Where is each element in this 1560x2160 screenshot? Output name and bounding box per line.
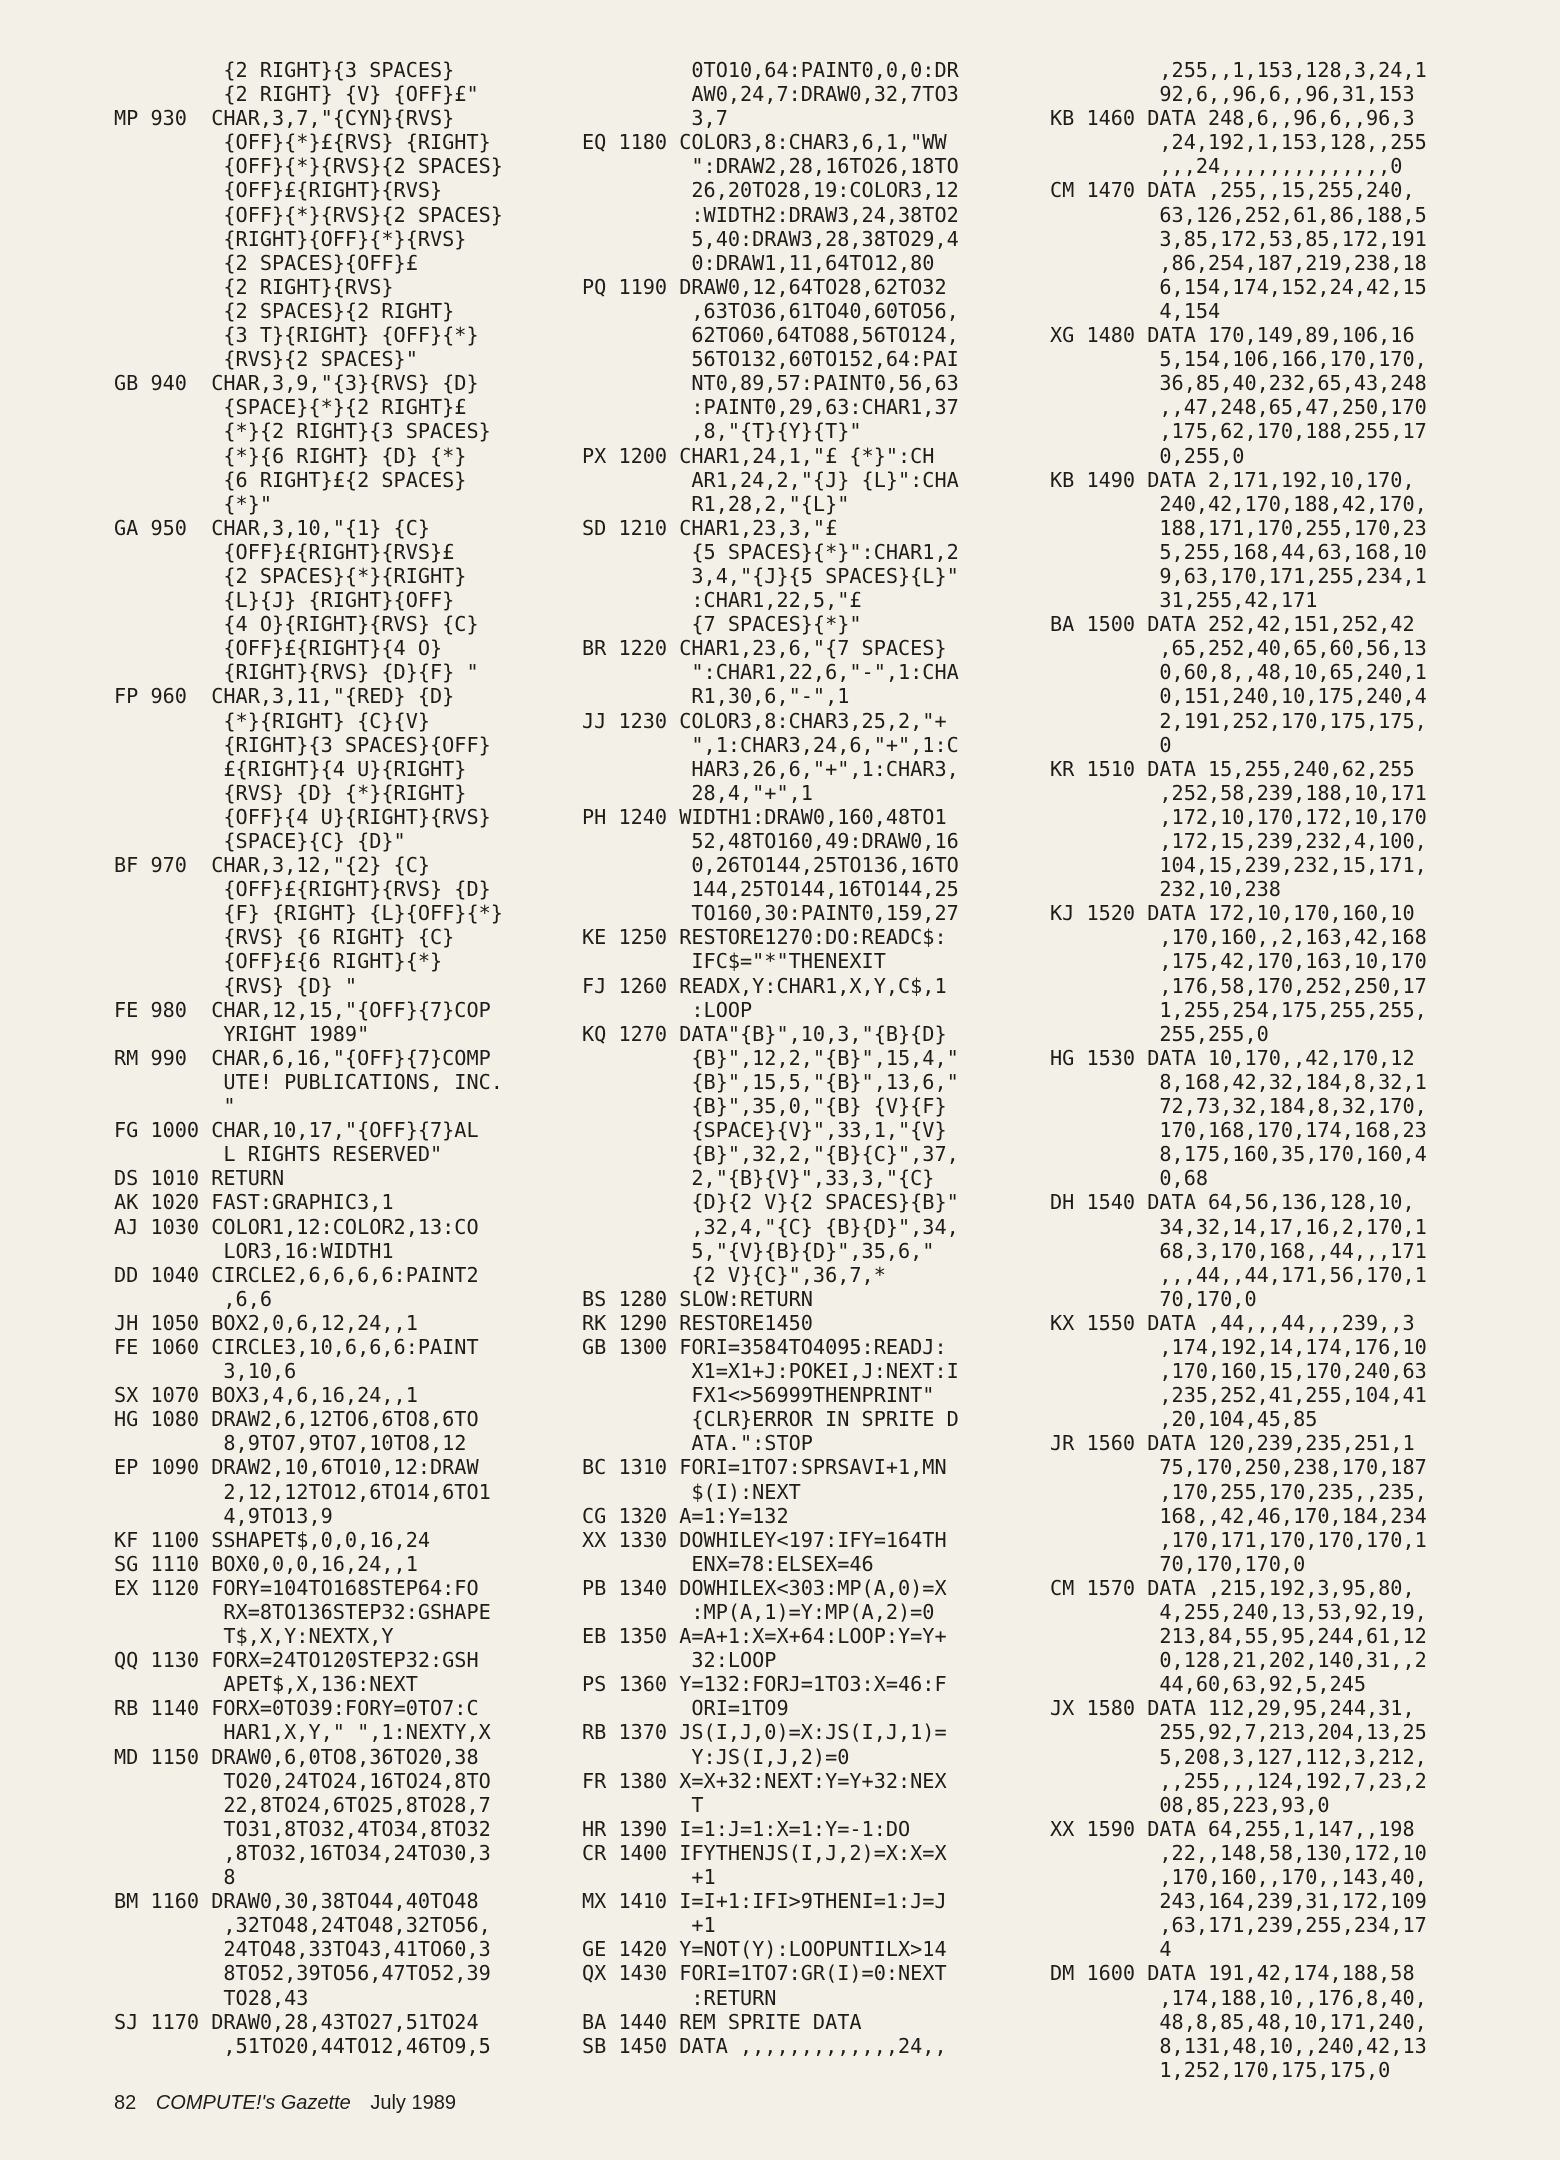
code-line: RB 1370 JS(I,J,0)=X:JS(I,J,1)= <box>582 1720 947 1745</box>
code-line: 4,154 <box>1050 298 1221 323</box>
code-line: :WIDTH2:DRAW3,24,38TO2 <box>582 202 959 227</box>
code-line: 28,4,"+",1 <box>582 780 813 805</box>
code-line: {SPACE}{C} {D}" <box>114 829 406 853</box>
code-line: ,,255,,,124,192,7,23,2 <box>1050 1768 1427 1793</box>
code-line: ,252,58,239,188,10,171 <box>1050 780 1427 805</box>
code-line: RM 990 CHAR,6,16,"{OFF}{7}COMP <box>114 1045 491 1070</box>
code-line: SB 1450 DATA ,,,,,,,,,,,,,24,, <box>582 2033 947 2058</box>
code-line: 170,168,170,174,168,23 <box>1050 1118 1427 1143</box>
code-line: 75,170,250,238,170,187 <box>1050 1455 1427 1480</box>
code-line: Y:JS(I,J,2)=0 <box>582 1744 850 1769</box>
code-line: HG 1530 DATA 10,170,,42,170,12 <box>1050 1045 1415 1070</box>
code-line: {4 O}{RIGHT}{RVS} {C} <box>114 612 479 637</box>
code-line: BS 1280 SLOW:RETURN <box>582 1286 813 1311</box>
code-line: ,175,62,170,188,255,17 <box>1050 419 1427 444</box>
code-line: TO160,30:PAINT0,159,27 <box>582 901 959 926</box>
code-line: CG 1320 A=1:Y=132 <box>582 1503 789 1528</box>
code-line: T$,X,Y:NEXTX,Y <box>114 1624 394 1649</box>
code-line: ,170,160,15,170,240,63 <box>1050 1359 1427 1384</box>
code-line: {2 RIGHT} {V} {OFF}£" <box>114 82 479 107</box>
code-line: ,172,15,239,232,4,100, <box>1050 829 1427 853</box>
code-line: {*}{2 RIGHT}{3 SPACES} <box>114 419 491 444</box>
code-line: £{RIGHT}{4 U}{RIGHT} <box>114 756 467 781</box>
code-line: ,170,171,170,170,170,1 <box>1050 1527 1427 1552</box>
code-line: GB 1300 FORI=3584TO4095:READJ: <box>582 1334 947 1359</box>
code-line: ENX=78:ELSEX=46 <box>582 1551 874 1576</box>
code-line: 5,40:DRAW3,28,38TO29,4 <box>582 226 959 251</box>
code-line: CM 1570 DATA ,215,192,3,95,80, <box>1050 1575 1415 1600</box>
code-line: {2 RIGHT}{RVS} <box>114 274 394 299</box>
code-line: XG 1480 DATA 170,149,89,106,16 <box>1050 323 1415 348</box>
code-line: {RIGHT}{3 SPACES}{OFF} <box>114 732 491 757</box>
code-line: 213,84,55,95,244,61,12 <box>1050 1624 1427 1649</box>
code-line: {F} {RIGHT} {L}{OFF}{*} <box>114 901 503 926</box>
code-line: {OFF}{*}{RVS}{2 SPACES} <box>114 202 503 227</box>
code-line: ATA.":STOP <box>582 1431 813 1456</box>
code-line: R1,30,6,"-",1 <box>582 684 850 709</box>
code-line: {B}",15,5,"{B}",13,6," <box>582 1069 959 1094</box>
code-line: 3,85,172,53,85,172,191 <box>1050 226 1427 251</box>
code-line: ,235,252,41,255,104,41 <box>1050 1383 1427 1408</box>
code-line: UTE! PUBLICATIONS, INC. <box>114 1069 503 1094</box>
code-line: {2 SPACES}{2 RIGHT} <box>114 298 455 323</box>
code-line: GA 950 CHAR,3,10,"{1} {C} <box>114 515 431 540</box>
code-line: GE 1420 Y=NOT(Y):LOOPUNTILX>14 <box>582 1937 947 1962</box>
code-line: ,20,104,45,85 <box>1050 1407 1318 1432</box>
code-line: 3,10,6 <box>114 1359 297 1384</box>
code-line: DH 1540 DATA 64,56,136,128,10, <box>1050 1190 1415 1215</box>
code-line: ,63,171,239,255,234,17 <box>1050 1913 1427 1938</box>
code-line: {OFF}£{RIGHT}{RVS} {D} <box>114 877 491 902</box>
code-line: {*}" <box>114 491 273 516</box>
code-line: PH 1240 WIDTH1:DRAW0,160,48TO1 <box>582 804 947 829</box>
code-line: ":CHAR1,22,6,"-",1:CHA <box>582 660 959 685</box>
code-line: SJ 1170 DRAW0,28,43TO27,51TO24 <box>114 2009 479 2034</box>
code-line: " <box>114 1094 236 1119</box>
code-line: BA 1500 DATA 252,42,151,252,42 <box>1050 612 1415 637</box>
code-line: ,174,192,14,174,176,10 <box>1050 1334 1427 1359</box>
code-line: 0TO10,64:PAINT0,0,0:DR <box>582 58 959 82</box>
code-line: 9,63,170,171,255,234,1 <box>1050 563 1427 588</box>
code-line: FR 1380 X=X+32:NEXT:Y=Y+32:NEX <box>582 1768 947 1793</box>
code-line: ,65,252,40,65,60,56,13 <box>1050 636 1427 661</box>
code-line: 32:LOOP <box>582 1648 777 1673</box>
code-line: 44,60,63,92,5,245 <box>1050 1672 1367 1697</box>
code-line: 70,170,170,0 <box>1050 1551 1306 1576</box>
code-line: 104,15,239,232,15,171, <box>1050 853 1427 878</box>
code-line: TO20,24TO24,16TO24,8TO <box>114 1768 491 1793</box>
code-line: DM 1600 DATA 191,42,174,188,58 <box>1050 1961 1415 1986</box>
listing-column-1 <box>114 58 503 2058</box>
code-line: IFC$="*"THENEXIT <box>582 949 886 974</box>
code-line: {*}{RIGHT} {C}{V} <box>114 708 431 733</box>
code-line: 232,10,238 <box>1050 877 1281 902</box>
code-line: QX 1430 FORI=1TO7:GR(I)=0:NEXT <box>582 1961 947 1986</box>
code-line: PB 1340 DOWHILEX<303:MP(A,0)=X <box>582 1575 947 1600</box>
code-line: CR 1400 IFYTHENJS(I,J,2)=X:X=X <box>582 1840 947 1865</box>
code-line: :MP(A,1)=Y:MP(A,2)=0 <box>582 1600 935 1624</box>
code-line: XX 1330 DOWHILEY<197:IFY=164TH <box>582 1527 947 1552</box>
code-line: ,8TO32,16TO34,24TO30,3 <box>114 1840 491 1865</box>
code-line: KJ 1520 DATA 172,10,170,160,10 <box>1050 901 1415 926</box>
code-line: 0,26TO144,25TO136,16TO <box>582 853 959 878</box>
code-line: {OFF}£{RIGHT}{RVS}£ <box>114 539 455 564</box>
code-line: {RIGHT}{OFF}{*}{RVS} <box>114 226 467 251</box>
code-line: {2 SPACES}{OFF}£ <box>114 250 418 275</box>
code-line: JJ 1230 COLOR3,8:CHAR3,25,2,"+ <box>582 708 947 733</box>
code-line: NT0,89,57:PAINT0,56,63 <box>582 371 959 396</box>
code-line: KB 1460 DATA 248,6,,96,6,,96,3 <box>1050 106 1415 131</box>
code-line: KE 1250 RESTORE1270:DO:READC$: <box>582 925 947 950</box>
code-line: AK 1020 FAST:GRAPHIC3,1 <box>114 1190 394 1215</box>
code-line: 62TO60,64TO88,56TO124, <box>582 323 959 348</box>
code-line: EQ 1180 COLOR3,8:CHAR3,6,1,"WW <box>582 130 947 155</box>
code-line: :CHAR1,22,5,"£ <box>582 588 862 613</box>
page-number: 82 <box>114 2092 137 2114</box>
page-footer <box>114 2092 456 2115</box>
code-line: 8,168,42,32,184,8,32,1 <box>1050 1069 1427 1094</box>
code-line: X1=X1+J:POKEI,J:NEXT:I <box>582 1359 959 1384</box>
code-line: HR 1390 I=1:J=1:X=1:Y=-1:DO <box>582 1816 911 1841</box>
code-line: QQ 1130 FORX=24TO120STEP32:GSH <box>114 1648 479 1673</box>
code-line: JH 1050 BOX2,0,6,12,24,,1 <box>114 1310 418 1335</box>
code-line: {D}{2 V}{2 SPACES}{B}" <box>582 1190 959 1215</box>
code-line: ,22,,148,58,130,172,10 <box>1050 1840 1427 1865</box>
code-line: {3 T}{RIGHT} {OFF}{*} <box>114 323 479 348</box>
code-line: ,,47,248,65,47,250,170 <box>1050 395 1427 420</box>
code-line: SG 1110 BOX0,0,0,16,24,,1 <box>114 1551 418 1576</box>
code-line: AR1,24,2,"{J} {L}":CHA <box>582 467 959 492</box>
code-line: ,51TO20,44TO12,46TO9,5 <box>114 2033 491 2058</box>
code-line: ,24,192,1,153,128,,255 <box>1050 130 1427 155</box>
code-line: {B}",32,2,"{B}{C}",37, <box>582 1142 959 1167</box>
code-line: {OFF}£{RIGHT}{RVS} <box>114 178 443 203</box>
code-line: 8,175,160,35,170,160,4 <box>1050 1142 1427 1167</box>
code-line: BA 1440 REM SPRITE DATA <box>582 2009 862 2034</box>
code-line: {OFF}£{RIGHT}{4 O} <box>114 636 443 661</box>
code-line: 70,170,0 <box>1050 1286 1257 1311</box>
code-line: XX 1590 DATA 64,255,1,147,,198 <box>1050 1816 1415 1841</box>
code-line: KR 1510 DATA 15,255,240,62,255 <box>1050 756 1415 781</box>
code-line: 240,42,170,188,42,170, <box>1050 491 1427 516</box>
code-line: 5,208,3,127,112,3,212, <box>1050 1744 1427 1769</box>
code-line: TO31,8TO32,4TO34,8TO32 <box>114 1816 491 1841</box>
code-line: ,170,160,,170,,143,40, <box>1050 1865 1427 1890</box>
code-line: FE 980 CHAR,12,15,"{OFF}{7}COP <box>114 997 491 1022</box>
code-line: JR 1560 DATA 120,239,235,251,1 <box>1050 1431 1415 1456</box>
code-line: 3,4,"{J}{5 SPACES}{L}" <box>582 563 959 588</box>
code-line: 0,128,21,202,140,31,,2 <box>1050 1648 1427 1673</box>
code-line: 4,255,240,13,53,92,19, <box>1050 1600 1427 1624</box>
code-line: ,8,"{T}{Y}{T}" <box>582 419 862 444</box>
code-line: KX 1550 DATA ,44,,,44,,,239,,3 <box>1050 1310 1415 1335</box>
code-line: 1,255,254,175,255,255, <box>1050 997 1427 1022</box>
code-line: T <box>582 1792 704 1817</box>
code-line: 0,68 <box>1050 1166 1209 1191</box>
code-line: 4 <box>1050 1937 1172 1962</box>
code-line: {SPACE}{V}",33,1,"{V} <box>582 1118 947 1143</box>
code-line: MP 930 CHAR,3,7,"{CYN}{RVS} <box>114 106 455 131</box>
code-line: :RETURN <box>582 1985 777 2010</box>
code-line: 48,8,85,48,10,171,240, <box>1050 2009 1427 2034</box>
code-line: 4,9TO13,9 <box>114 1503 333 1528</box>
code-line: 52,48TO160,49:DRAW0,16 <box>582 829 959 853</box>
code-line: CM 1470 DATA ,255,,15,255,240, <box>1050 178 1415 203</box>
code-line: SX 1070 BOX3,4,6,16,24,,1 <box>114 1383 418 1408</box>
code-line: {7 SPACES}{*}" <box>582 612 862 637</box>
code-line: EP 1090 DRAW2,10,6TO10,12:DRAW <box>114 1455 479 1480</box>
code-line: 5,"{V}{B}{D}",35,6," <box>582 1238 935 1263</box>
code-line: 24TO48,33TO43,41TO60,3 <box>114 1937 491 1962</box>
code-line: EX 1120 FORY=104TO168STEP64:FO <box>114 1575 479 1600</box>
code-line: 36,85,40,232,65,43,248 <box>1050 371 1427 396</box>
code-line: FG 1000 CHAR,10,17,"{OFF}{7}AL <box>114 1118 479 1143</box>
code-line: 5,255,168,44,63,168,10 <box>1050 539 1427 564</box>
code-line: 63,126,252,61,86,188,5 <box>1050 202 1427 227</box>
code-line: BR 1220 CHAR1,23,6,"{7 SPACES} <box>582 636 947 661</box>
code-line: HAR1,X,Y," ",1:NEXTY,X <box>114 1720 491 1745</box>
code-line: ,6,6 <box>114 1286 273 1311</box>
code-line: 188,171,170,255,170,23 <box>1050 515 1427 540</box>
code-line: {OFF}{*}{RVS}{2 SPACES} <box>114 154 503 179</box>
code-line: {RIGHT}{RVS} {D}{F} " <box>114 660 479 685</box>
code-line: 56TO132,60TO152,64:PAI <box>582 347 959 372</box>
code-line: 0 <box>1050 732 1172 757</box>
code-line: {6 RIGHT}£{2 SPACES} <box>114 467 467 492</box>
code-line: RK 1290 RESTORE1450 <box>582 1310 813 1335</box>
code-line: {5 SPACES}{*}":CHAR1,2 <box>582 539 959 564</box>
code-line: BC 1310 FORI=1TO7:SPRSAVI+1,MN <box>582 1455 947 1480</box>
code-line: DD 1040 CIRCLE2,6,6,6,6:PAINT2 <box>114 1262 479 1287</box>
code-line: FJ 1260 READX,Y:CHAR1,X,Y,C$,1 <box>582 973 947 998</box>
code-line: BF 970 CHAR,3,12,"{2} {C} <box>114 853 431 878</box>
code-line: +1 <box>582 1865 716 1890</box>
code-line: HG 1080 DRAW2,6,12TO6,6TO8,6TO <box>114 1407 479 1432</box>
code-line: ,172,10,170,172,10,170 <box>1050 804 1427 829</box>
code-line: {RVS}{2 SPACES}" <box>114 347 418 372</box>
code-line: 0,255,0 <box>1050 443 1245 468</box>
code-line: R1,28,2,"{L}" <box>582 491 850 516</box>
code-line: 26,20TO28,19:COLOR3,12 <box>582 178 959 203</box>
code-line: 8,131,48,10,,240,42,13 <box>1050 2033 1427 2058</box>
code-line: {OFF}{*}£{RVS} {RIGHT} <box>114 130 491 155</box>
code-line: {*}{6 RIGHT} {D} {*} <box>114 443 467 468</box>
code-line: L RIGHTS RESERVED" <box>114 1142 443 1167</box>
code-line: PQ 1190 DRAW0,12,64TO28,62TO32 <box>582 274 947 299</box>
code-line: YRIGHT 1989" <box>114 1021 370 1046</box>
code-line: JX 1580 DATA 112,29,95,244,31, <box>1050 1696 1415 1721</box>
code-line: {B}",35,0,"{B} {V}{F} <box>582 1094 947 1119</box>
code-line: PX 1200 CHAR1,24,1,"£ {*}":CH <box>582 443 935 468</box>
code-line: 08,85,223,93,0 <box>1050 1792 1330 1817</box>
code-line: ,32,4,"{C} {B}{D}",34, <box>582 1214 959 1239</box>
code-line: ,176,58,170,252,250,17 <box>1050 973 1427 998</box>
code-line: RX=8TO136STEP32:GSHAPE <box>114 1600 491 1624</box>
code-line: KF 1100 SSHAPET$,0,0,16,24 <box>114 1527 431 1552</box>
code-line: TO28,43 <box>114 1985 309 2010</box>
code-line: PS 1360 Y=132:FORJ=1TO3:X=46:F <box>582 1672 947 1697</box>
code-line: 2,"{B}{V}",33,3,"{C} <box>582 1166 935 1191</box>
code-line: AW0,24,7:DRAW0,32,7TO3 <box>582 82 959 107</box>
code-line: 243,164,239,31,172,109 <box>1050 1889 1427 1914</box>
code-line: ",1:CHAR3,24,6,"+",1:C <box>582 732 959 757</box>
code-line: {RVS} {D} {*}{RIGHT} <box>114 780 467 805</box>
code-line: FX1<>56999THENPRINT" <box>582 1383 935 1408</box>
code-line: {2 RIGHT}{3 SPACES} <box>114 58 455 82</box>
code-line: FP 960 CHAR,3,11,"{RED} {D} <box>114 684 455 709</box>
code-line: {RVS} {6 RIGHT} {C} <box>114 925 455 950</box>
code-line: ,32TO48,24TO48,32TO56, <box>114 1913 491 1938</box>
code-line: ,86,254,187,219,238,18 <box>1050 250 1427 275</box>
code-line: ,63TO36,61TO40,60TO56, <box>582 298 959 323</box>
code-line: ORI=1TO9 <box>582 1696 789 1721</box>
code-line: 72,73,32,184,8,32,170, <box>1050 1094 1427 1119</box>
magazine-title: COMPUTE!'s Gazette <box>155 2092 351 2114</box>
code-line: 144,25TO144,16TO144,25 <box>582 877 959 902</box>
code-line: 2,12,12TO12,6TO14,6TO1 <box>114 1479 491 1504</box>
code-line: {OFF}£{6 RIGHT}{*} <box>114 949 443 974</box>
code-line: 1,252,170,175,175,0 <box>1050 2057 1391 2082</box>
code-line: ,174,188,10,,176,8,40, <box>1050 1985 1427 2010</box>
code-line: {OFF}{4 U}{RIGHT}{RVS} <box>114 804 491 829</box>
code-line: 168,,42,46,170,184,234 <box>1050 1503 1427 1528</box>
code-line: 22,8TO24,6TO25,8TO28,7 <box>114 1792 491 1817</box>
code-line: 3,7 <box>582 106 728 131</box>
code-line: {CLR}ERROR IN SPRITE D <box>582 1407 959 1432</box>
code-line: HAR3,26,6,"+",1:CHAR3, <box>582 756 959 781</box>
code-line: KQ 1270 DATA"{B}",10,3,"{B}{D} <box>582 1021 947 1046</box>
code-line: 34,32,14,17,16,2,170,1 <box>1050 1214 1427 1239</box>
code-line: 0:DRAW1,11,64TO12,80 <box>582 250 935 275</box>
code-line: +1 <box>582 1913 716 1938</box>
code-line: ,170,255,170,235,,235, <box>1050 1479 1427 1504</box>
code-line: 31,255,42,171 <box>1050 588 1318 613</box>
code-line: 92,6,,96,6,,96,31,153 <box>1050 82 1415 107</box>
issue-date: July 1989 <box>370 2092 456 2114</box>
code-line: LOR3,16:WIDTH1 <box>114 1238 394 1263</box>
code-line: 0,151,240,10,175,240,4 <box>1050 684 1427 709</box>
code-line: APET$,X,136:NEXT <box>114 1672 418 1697</box>
code-line: $(I):NEXT <box>582 1479 801 1504</box>
code-line: 2,191,252,170,175,175, <box>1050 708 1427 733</box>
code-line: 0,60,8,,48,10,65,240,1 <box>1050 660 1427 685</box>
code-line: ":DRAW2,28,16TO26,18TO <box>582 154 959 179</box>
code-line: EB 1350 A=A+1:X=X+64:LOOP:Y=Y+ <box>582 1624 947 1649</box>
code-line: RB 1140 FORX=0TO39:FORY=0TO7:C <box>114 1696 479 1721</box>
code-line: ,175,42,170,163,10,170 <box>1050 949 1427 974</box>
code-line: {B}",12,2,"{B}",15,4," <box>582 1045 959 1070</box>
code-line: DS 1010 RETURN <box>114 1166 285 1191</box>
code-line: AJ 1030 COLOR1,12:COLOR2,13:CO <box>114 1214 479 1239</box>
listing-column-3 <box>1050 58 1427 2082</box>
code-line: ,,,44,,44,171,56,170,1 <box>1050 1262 1427 1287</box>
code-line: 255,92,7,213,204,13,25 <box>1050 1720 1427 1745</box>
listing-column-2 <box>582 58 959 2058</box>
code-line: MD 1150 DRAW0,6,0TO8,36TO20,38 <box>114 1744 479 1769</box>
code-line: ,255,,1,153,128,3,24,1 <box>1050 58 1427 82</box>
code-line: {2 SPACES}{*}{RIGHT} <box>114 563 467 588</box>
code-line: SD 1210 CHAR1,23,3,"£ <box>582 515 838 540</box>
code-line: ,170,160,,2,163,42,168 <box>1050 925 1427 950</box>
code-line: 6,154,174,152,24,42,15 <box>1050 274 1427 299</box>
code-line: 8,9TO7,9TO7,10TO8,12 <box>114 1431 467 1456</box>
code-line: 68,3,170,168,,44,,,171 <box>1050 1238 1427 1263</box>
code-line: {RVS} {D} " <box>114 973 358 998</box>
code-line: 255,255,0 <box>1050 1021 1269 1046</box>
code-line: MX 1410 I=I+1:IFI>9THENI=1:J=J <box>582 1889 947 1914</box>
code-line: KB 1490 DATA 2,171,192,10,170, <box>1050 467 1415 492</box>
code-line: 8TO52,39TO56,47TO52,39 <box>114 1961 491 1986</box>
code-line: {SPACE}{*}{2 RIGHT}£ <box>114 395 467 420</box>
code-line: :PAINT0,29,63:CHAR1,37 <box>582 395 959 420</box>
code-line: ,,,24,,,,,,,,,,,,,,0 <box>1050 154 1403 179</box>
code-line: 8 <box>114 1865 236 1890</box>
code-line: :LOOP <box>582 997 753 1022</box>
code-line: 5,154,106,166,170,170, <box>1050 347 1427 372</box>
code-line: BM 1160 DRAW0,30,38TO44,40TO48 <box>114 1889 479 1914</box>
code-line: {2 V}{C}",36,7,* <box>582 1262 886 1287</box>
code-line: GB 940 CHAR,3,9,"{3}{RVS} {D} <box>114 371 479 396</box>
code-line: {L}{J} {RIGHT}{OFF} <box>114 588 455 613</box>
code-line: FE 1060 CIRCLE3,10,6,6,6:PAINT <box>114 1334 479 1359</box>
